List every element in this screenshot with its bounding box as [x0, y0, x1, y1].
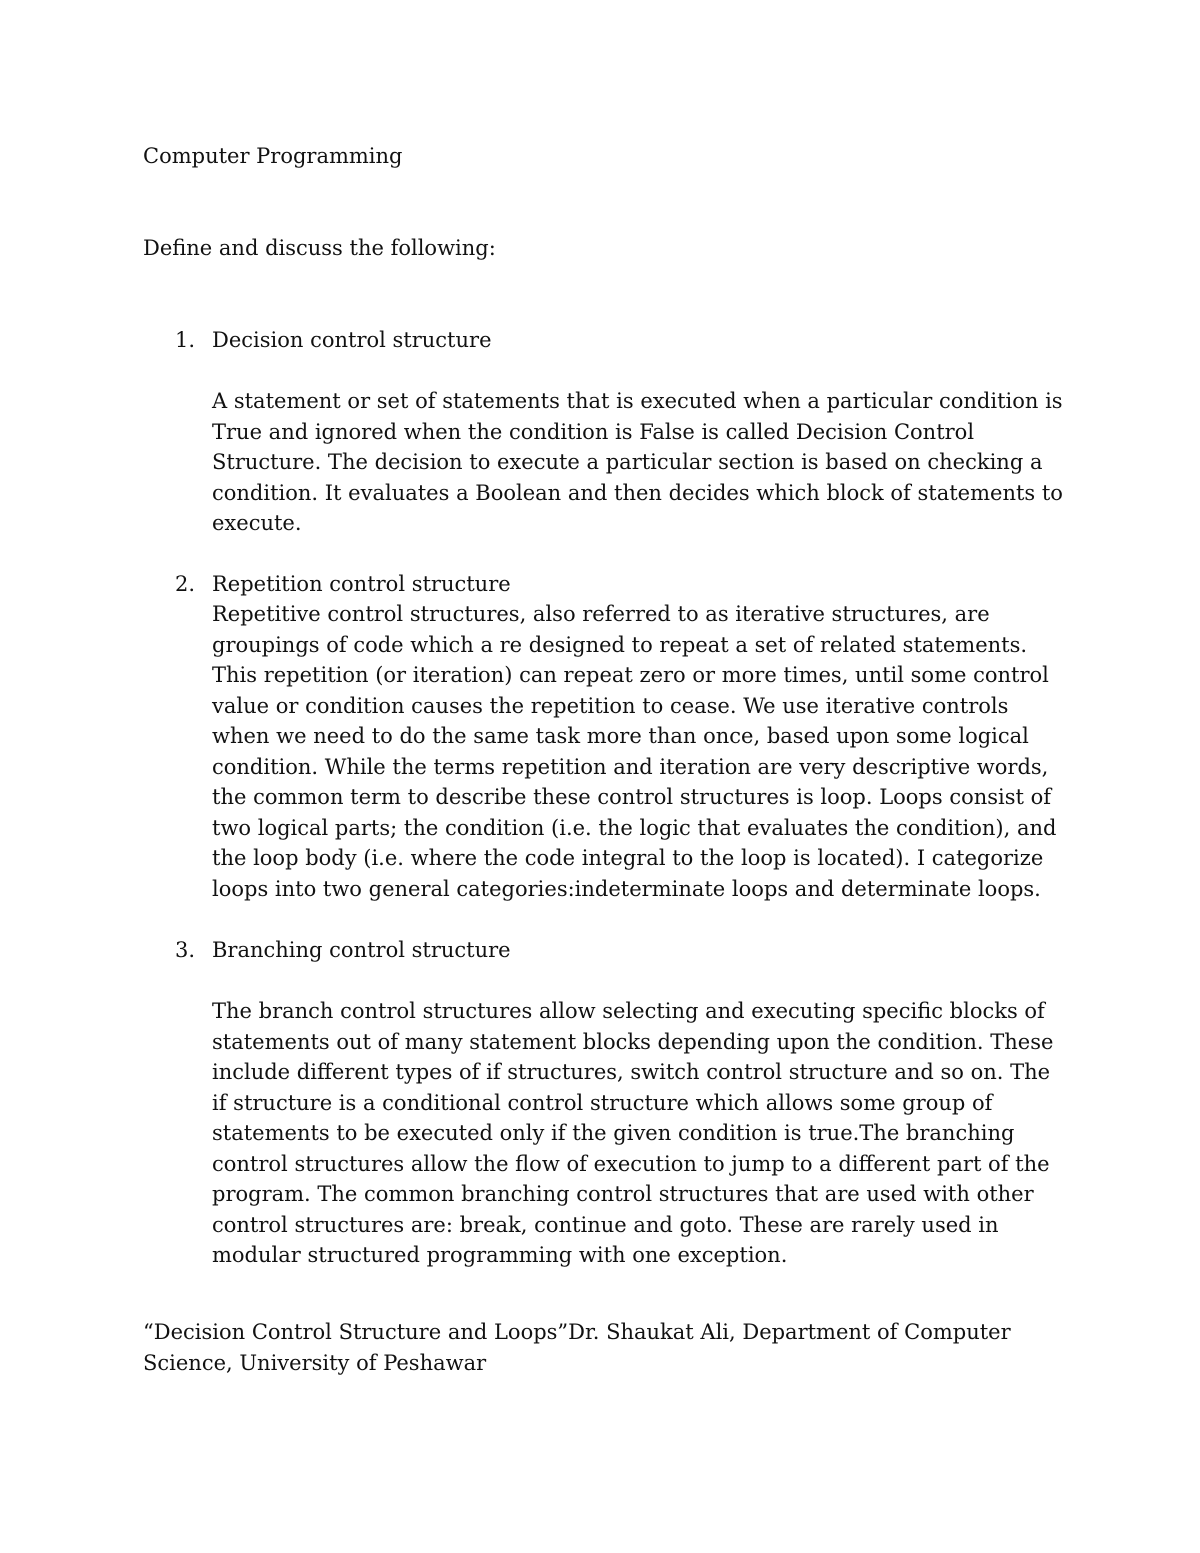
section-3-heading: Branching control structure [212, 938, 511, 962]
section-3-line: if structure is a conditional control structure which allows some group of [212, 1090, 993, 1115]
section-3-body [212, 996, 1092, 1271]
section-2-line: value or condition causes the repetition to cease. We use iterative controls [212, 693, 1009, 718]
section-2-line: two logical parts; the condition (i.e. the logic that evaluates the condition), and [212, 815, 1057, 840]
citation-line: “Decision Control Structure and Loops”Dr. Shaukat Ali, Department of Computer [143, 1320, 1011, 1344]
assignment-prompt: Define and discuss the following: [143, 236, 496, 260]
section-2-line: groupings of code which a re designed to repeat a set of related statements. [212, 632, 1028, 657]
section-1-line: execute. [212, 511, 302, 535]
section-1-line: True and ignored when the condition is False is called Decision Control [212, 419, 975, 444]
section-3-number: 3. [175, 938, 196, 962]
section-2-line: This repetition (or iteration) can repeat zero or more times, until some control [212, 663, 1049, 687]
section-1-body [212, 386, 1092, 539]
section-3-line: program. The common branching control structures that are used with other [212, 1182, 1034, 1206]
section-1-line: Structure. The decision to execute a particular section is based on checking a [212, 450, 1043, 474]
document-title: Computer Programming [143, 144, 403, 168]
section-3-line: include different types of if structures, switch control structure and so on. The [212, 1060, 1051, 1084]
section-2-line: Repetitive control structures, also referred to as iterative structures, are [212, 602, 990, 626]
section-2-number: 2. [175, 572, 196, 596]
section-2-line: the loop body (i.e. where the code integral to the loop is located). I categorize [212, 846, 1044, 870]
section-3-line: statements to be executed only if the given condition is true.The branching [212, 1121, 1015, 1145]
section-3-line: statements out of many statement blocks depending upon the condition. These [212, 1029, 1054, 1054]
section-3-line: control structures are: break, continue and goto. These are rarely used in [212, 1212, 999, 1237]
section-2-heading: Repetition control structure [212, 572, 511, 596]
section-3-line: The branch control structures allow selecting and executing specific blocks of [212, 999, 1045, 1023]
section-3-line: control structures allow the flow of execution to jump to a different part of the [212, 1151, 1050, 1176]
section-1-line: A statement or set of statements that is executed when a particular condition is [212, 389, 1063, 413]
section-1-number: 1. [175, 328, 196, 352]
citation [143, 1317, 1103, 1378]
section-2-body [212, 599, 1092, 904]
section-3-line: modular structured programming with one exception. [212, 1243, 788, 1267]
citation-line: Science, University of Peshawar [143, 1350, 487, 1375]
section-1-heading: Decision control structure [212, 328, 492, 352]
section-1-line: condition. It evaluates a Boolean and then decides which block of statements to [212, 480, 1063, 505]
section-2-line: condition. While the terms repetition and iteration are very descriptive words, [212, 754, 1049, 779]
section-2-line: the common term to describe these control structures is loop. Loops consist of [212, 785, 1052, 809]
section-2-line: when we need to do the same task more than once, based upon some logical [212, 724, 1029, 748]
section-2-line: loops into two general categories:indeterminate loops and determinate loops. [212, 876, 1041, 901]
